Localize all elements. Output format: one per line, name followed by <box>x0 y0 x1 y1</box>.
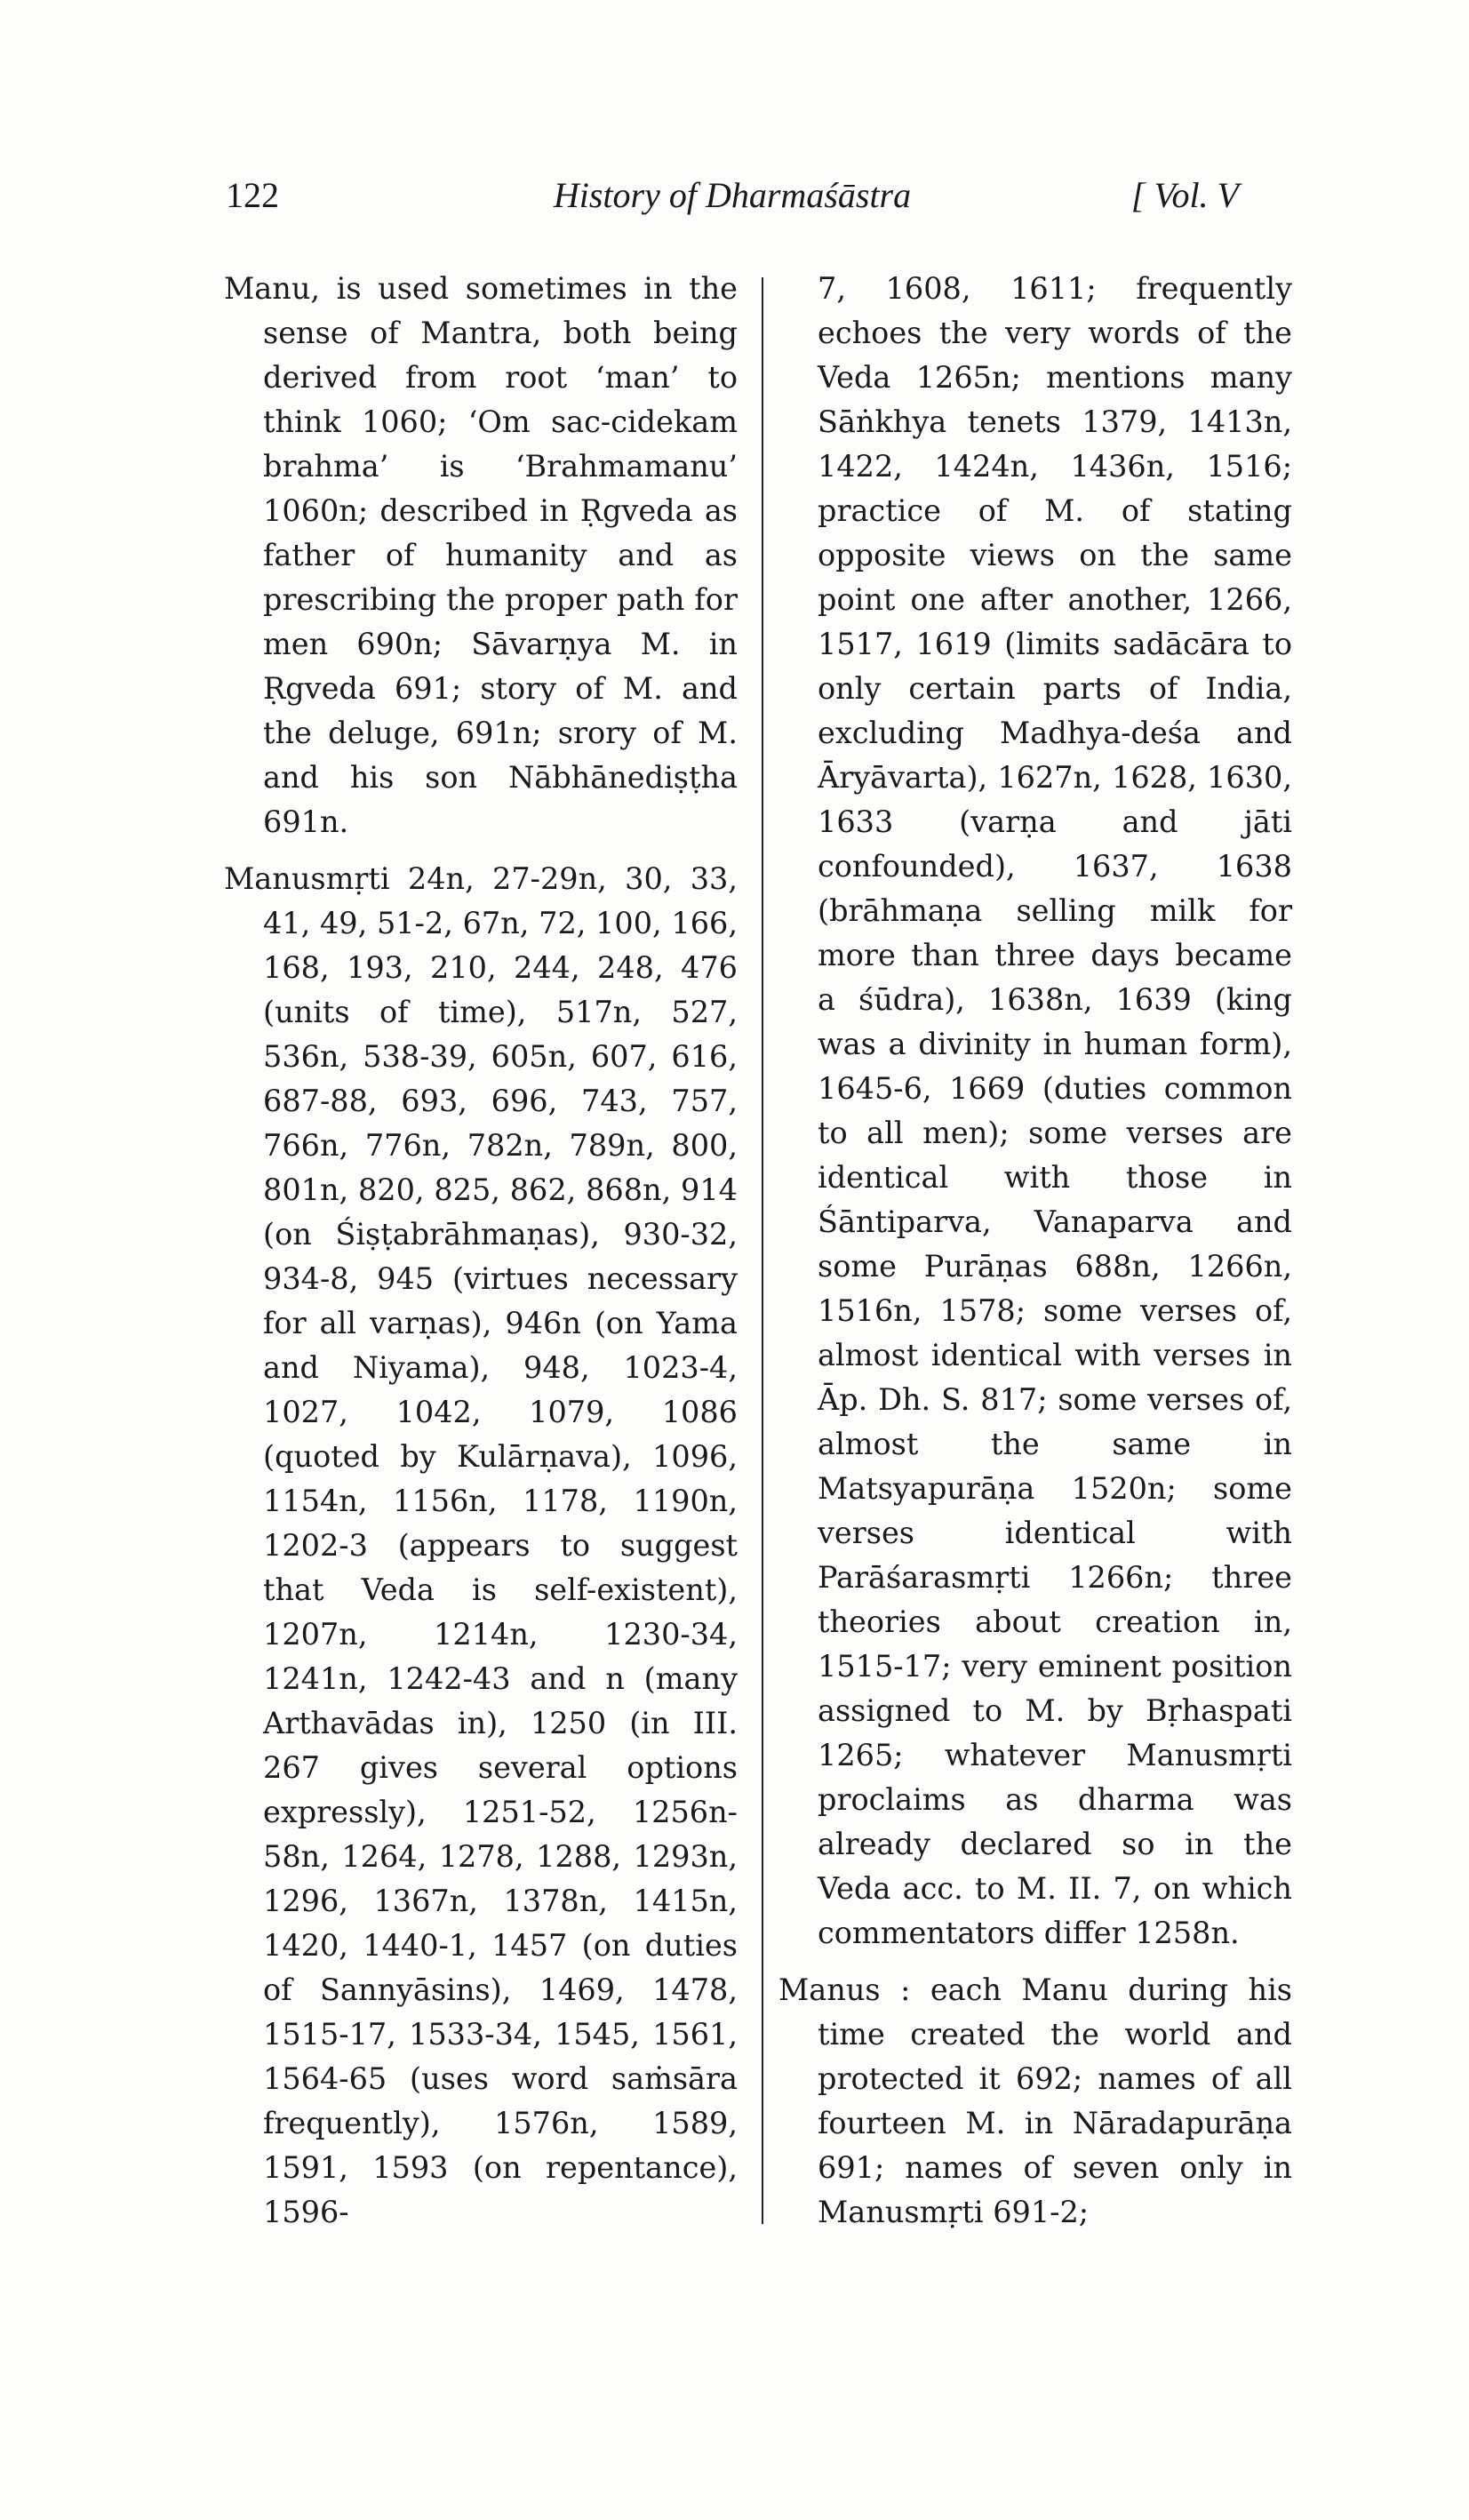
page-number: 122 <box>226 175 279 215</box>
column-divider <box>762 277 763 2224</box>
index-entry-manusmrti-continued: 7, 1608, 1611; frequently echoes the very words of the Veda 1265n; mentions many Sāṅkhya tenets 1379, 1413n, 1422, 1424n, 1436n, 1516; practice of M. of stating opposite views on the same point one after another, 1266, 1517, 1619 (limits sadācāra to only certain parts of India, excluding Madhya-deśa and Āryāvarta), 1627n, 1628, 1630, 1633 (varṇa and jāti confounded), 1637, 1638 (brāhmaṇa selling milk for more than three days became a śūdra), 1638n, 1639 (king was a divinity in human form), 1645-6, 1669 (duties common to all men); some verses are identical with those in Śāntiparva, Vanaparva and some Purāṇas 688n, 1266n, 1516n, 1578; some verses of, almost identical with verses in Āp. Dh. S. 817; some verses of, almost the same in Matsyapurāṇa 1520n; some verses identical with Parāśarasmṛti 1266n; three theories about creation in, 1515-17; very eminent position assigned to M. by Bṛhaspati 1265; whatever Manusmṛti proclaims as dharma was already declared so in the Veda acc. to M. II. 7, on which commentators differ 1258n. <box>818 271 1292 1950</box>
index-entry-manus: Manus : each Manu during his time created the world and protected it 692; names of all fourteen M. in Nāradapurāṇa 691; names of seven only in Manusmṛti 691-2; <box>778 1972 1292 2229</box>
index-entry-manusmrti: Manusmṛti 24n, 27-29n, 30, 33, 41, 49, 51-2, 67n, 72, 100, 166, 168, 193, 210, 244, 248, 476 (units of time), 517n, 527, 536n, 538-39, 605n, 607, 616, 687-88, 693, 696, 743, 757, 766n, 776n, 782n, 789n, 800, 801n, 820, 825, 862, 868n, 914 (on Śiṣṭabrāhmaṇas), 930-32, 934-8, 945 (virtues necessary for all varṇas), 946n (on Yama and Niyama), 948, 1023-4, 1027, 1042, 1079, 1086 (quoted by Kulārṇava), 1096, 1154n, 1156n, 1178, 1190n, 1202-3 (appears to suggest that Veda is self-existent), 1207n, 1214n, 1230-34, 1241n, 1242-43 and n (many Arthavādas in), 1250 (in III. 267 gives several options expressly), 1251-52, 1256n-58n, 1264, 1278, 1288, 1293n, 1296, 1367n, 1378n, 1415n, 1420, 1440-1, 1457 (on duties of Sannyāsins), 1469, 1478, 1515-17, 1533-34, 1545, 1561, 1564-65 (uses word saṁsāra frequently), 1576n, 1589, 1591, 1593 (on repentance), 1596- <box>224 861 738 2229</box>
left-column <box>224 267 738 2247</box>
right-column <box>778 267 1292 2247</box>
volume-label: [ Vol. V <box>1130 175 1239 215</box>
page-header <box>226 174 1239 228</box>
running-title: History of Dharmaśāstra <box>553 175 912 215</box>
index-entry-manu: Manu, is used sometimes in the sense of Mantra, both being derived from root ‘man’ to think 1060; ‘Om sac-cidekam brahma’ is ‘Brahmamanu’ 1060n; described in Ṛgveda as father of humanity and as prescribing the proper path for men 690n; Sāvarṇya M. in Ṛgveda 691; story of M. and the deluge, 691n; srory of M. and his son Nābhānediṣṭha 691n. <box>224 271 738 839</box>
